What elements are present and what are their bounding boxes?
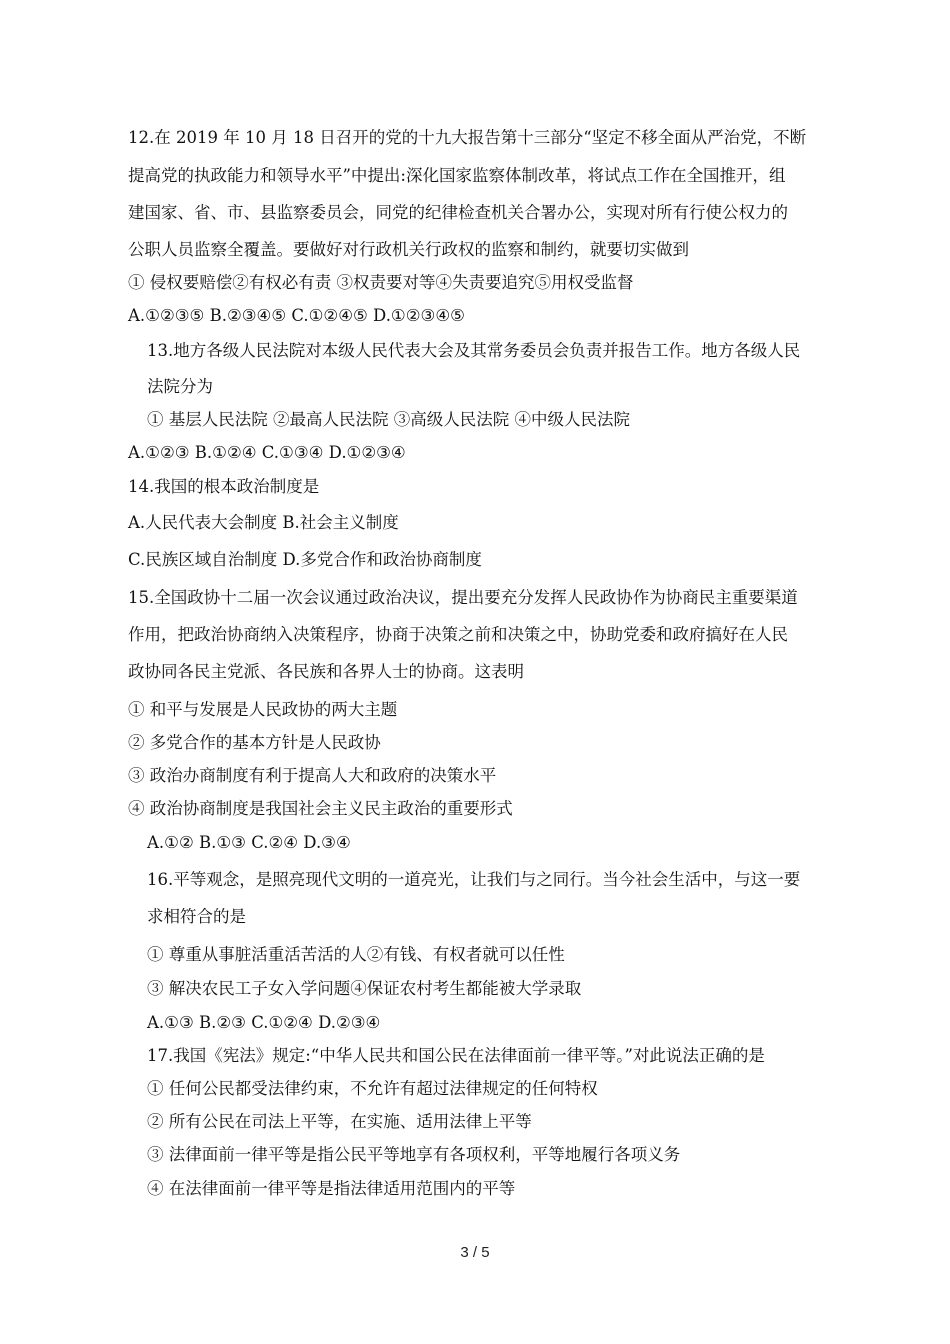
q14-options-line-1: A.人民代表大会制度 B.社会主义制度 <box>128 513 399 532</box>
q17-item-3: ③ 法律面前一律平等是指公民平等地享有各项权利，平等地履行各项义务 <box>147 1145 681 1164</box>
q16-stem-line-1: 16.平等观念，是照亮现代文明的一道亮光，让我们与之同行。当今社会生活中，与这一要 <box>147 870 801 889</box>
q12-stem-line-2: 提高党的执政能力和领导水平”中提出:深化国家监察体制改革，将试点工作在全国推开，组 <box>128 166 786 185</box>
q15-stem-line-3: 政协同各民主党派、各民族和各界人士的协商。这表明 <box>128 662 524 681</box>
q12-stem-line-4: 公职人员监察全覆盖。要做好对行政机关行政权的监察和制约，就要切实做到 <box>128 240 689 259</box>
q16-item-2: ③ 解决农民工子女入学问题④保证农村考生都能被大学录取 <box>147 979 582 998</box>
q12-stem-line-3: 建国家、省、市、县监察委员会，同党的纪律检查机关合署办公，实现对所有行使公权力的 <box>128 203 788 222</box>
q13-stem-line-1: 13.地方各级人民法院对本级人民代表大会及其常务委员会负责并报告工作。地方各级人民 <box>147 341 801 360</box>
q12-options: A.①②③⑤ B.②③④⑤ C.①②④⑤ D.①②③④⑤ <box>128 306 465 325</box>
q16-stem-line-2: 求相符合的是 <box>147 907 246 926</box>
q12-items: ① 侵权要赔偿②有权必有责 ③权责要对等④失责要追究⑤用权受监督 <box>128 273 634 292</box>
q15-stem-line-1: 15.全国政协十二届一次会议通过政治决议，提出要充分发挥人民政协作为协商民主重要渠道 <box>128 588 798 607</box>
q13-items: ① 基层人民法院 ②最高人民法院 ③高级人民法院 ④中级人民法院 <box>147 410 630 429</box>
q16-options: A.①③ B.②③ C.①②④ D.②③④ <box>147 1013 381 1032</box>
q13-options: A.①②③ B.①②④ C.①③④ D.①②③④ <box>128 443 406 462</box>
q17-item-4: ④ 在法律面前一律平等是指法律适用范围内的平等 <box>147 1179 516 1198</box>
q16-item-1: ① 尊重从事脏活重活苦活的人②有钱、有权者就可以任性 <box>147 945 565 964</box>
q15-item-4: ④ 政治协商制度是我国社会主义民主政治的重要形式 <box>128 799 513 818</box>
q14-options-line-2: C.民族区域自治制度 D.多党合作和政治协商制度 <box>128 550 482 569</box>
q17-item-2: ② 所有公民在司法上平等，在实施、适用法律上平等 <box>147 1112 532 1131</box>
q15-options: A.①② B.①③ C.②④ D.③④ <box>147 833 351 852</box>
q14-stem: 14.我国的根本政治制度是 <box>128 477 320 496</box>
q15-item-1: ① 和平与发展是人民政协的两大主题 <box>128 700 398 719</box>
q15-item-2: ② 多党合作的基本方针是人民政协 <box>128 733 381 752</box>
q13-stem-line-2: 法院分为 <box>147 377 213 396</box>
q15-item-3: ③ 政治办商制度有利于提高人大和政府的决策水平 <box>128 766 497 785</box>
q12-stem-line-1: 12.在 2019 年 10 月 18 日召开的党的十九大报告第十三部分“坚定不移全面从严治党，不断 <box>128 128 807 147</box>
q17-stem: 17.我国《宪法》规定:“中华人民共和国公民在法律面前一律平等。”对此说法正确的是 <box>147 1046 765 1065</box>
page-number: 3 / 5 <box>460 1244 490 1261</box>
q15-stem-line-2: 作用，把政治协商纳入决策程序，协商于决策之前和决策之中，协助党委和政府搞好在人民 <box>128 625 788 644</box>
q17-item-1: ① 任何公民都受法律约束，不允许有超过法律规定的任何特权 <box>147 1079 598 1098</box>
